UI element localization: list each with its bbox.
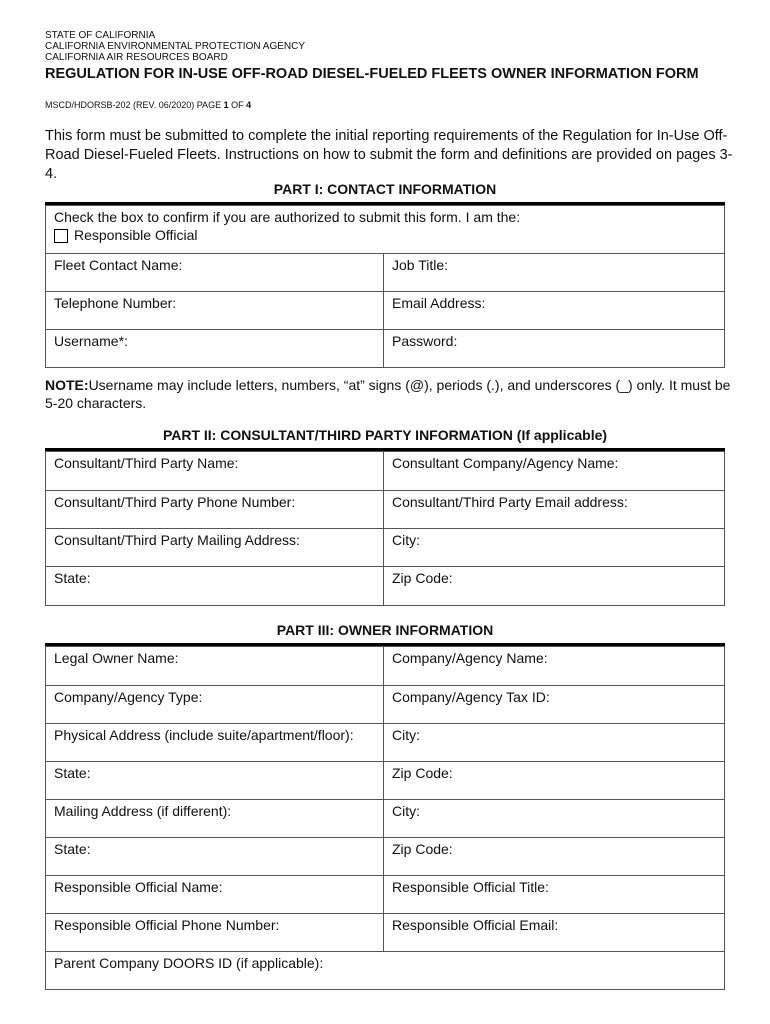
responsible-official-title-field[interactable]: Responsible Official Title: — [384, 876, 725, 914]
consultant-city-field[interactable]: City: — [384, 529, 725, 567]
confirm-cell — [46, 206, 725, 254]
table-row — [46, 838, 725, 876]
part3-title: PART III: OWNER INFORMATION — [276, 622, 494, 638]
table-row — [46, 254, 725, 292]
physical-state-field[interactable]: State: — [46, 762, 384, 800]
table-row — [46, 567, 725, 606]
company-agency-tax-id-field[interactable]: Company/Agency Tax ID: — [384, 686, 725, 724]
table-row — [46, 876, 725, 914]
mailing-address-field[interactable]: Mailing Address (if different): — [46, 800, 384, 838]
username-note — [45, 376, 735, 412]
note-label: NOTE: — [45, 377, 89, 393]
consultant-state-field[interactable]: State: — [46, 567, 384, 606]
job-title-field[interactable]: Job Title: — [384, 254, 725, 292]
responsible-official-checkbox[interactable] — [54, 229, 68, 243]
table-row — [46, 800, 725, 838]
physical-city-field[interactable]: City: — [384, 724, 725, 762]
page-of: OF — [228, 100, 247, 110]
legal-owner-name-field[interactable]: Legal Owner Name: — [46, 647, 384, 686]
mailing-city-field[interactable]: City: — [384, 800, 725, 838]
form-number-text: MSCD/HDORSB-202 (REV. 06/2020) PAGE — [45, 100, 224, 110]
responsible-official-phone-field[interactable]: Responsible Official Phone Number: — [46, 914, 384, 952]
consultant-zip-field[interactable]: Zip Code: — [384, 567, 725, 606]
company-agency-type-field[interactable]: Company/Agency Type: — [46, 686, 384, 724]
consultant-name-field[interactable]: Consultant/Third Party Name: — [46, 452, 384, 491]
agency-line-state: STATE OF CALIFORNIA — [45, 30, 156, 41]
parent-company-doors-id-field[interactable]: Parent Company DOORS ID (if applicable): — [46, 952, 725, 990]
table-row — [46, 686, 725, 724]
part2-title: PART II: CONSULTANT/THIRD PARTY INFORMATION (If applicable) — [162, 427, 608, 443]
table-row — [46, 292, 725, 330]
confirm-text: Check the box to confirm if you are authorized to submit this form. I am the: — [54, 209, 521, 225]
responsible-official-option[interactable] — [54, 227, 716, 243]
agency-line-calepa: CALIFORNIA ENVIRONMENTAL PROTECTION AGENCY — [45, 41, 306, 52]
table-row — [46, 529, 725, 567]
table-row — [46, 452, 725, 491]
company-agency-name-field[interactable]: Company/Agency Name: — [384, 647, 725, 686]
responsible-official-email-field[interactable]: Responsible Official Email: — [384, 914, 725, 952]
consultant-email-field[interactable]: Consultant/Third Party Email address: — [384, 491, 725, 529]
mailing-state-field[interactable]: State: — [46, 838, 384, 876]
note-text: Username may include letters, numbers, “at” signs (@), periods (.), and underscores (_) only. It must be 5-20 characters. — [45, 377, 731, 411]
intro-paragraph: This form must be submitted to complete the initial reporting requirements of the Regulation for In-Use Off-Road Diesel-Fueled Fleets. Instructions on how to submit the form and definitions are provided on pages 3-4. — [45, 128, 733, 182]
physical-zip-field[interactable]: Zip Code: — [384, 762, 725, 800]
part1-title: PART I: CONTACT INFORMATION — [273, 181, 497, 197]
table-row — [46, 647, 725, 686]
mailing-zip-field[interactable]: Zip Code: — [384, 838, 725, 876]
table-row — [46, 952, 725, 990]
fleet-contact-name-field[interactable]: Fleet Contact Name: — [46, 254, 384, 292]
part3-table — [45, 646, 725, 990]
table-row — [46, 762, 725, 800]
telephone-number-field[interactable]: Telephone Number: — [46, 292, 384, 330]
table-row — [46, 724, 725, 762]
consultant-phone-field[interactable]: Consultant/Third Party Phone Number: — [46, 491, 384, 529]
responsible-official-name-field[interactable]: Responsible Official Name: — [46, 876, 384, 914]
table-row — [46, 914, 725, 952]
password-field[interactable]: Password: — [384, 330, 725, 368]
responsible-official-label: Responsible Official — [74, 227, 198, 243]
page-current: 1 — [223, 100, 229, 110]
username-field[interactable]: Username*: — [46, 330, 384, 368]
table-row — [46, 491, 725, 529]
table-row — [46, 330, 725, 368]
form-title: REGULATION FOR IN-USE OFF-ROAD DIESEL-FUELED FLEETS OWNER INFORMATION FORM — [45, 66, 699, 82]
email-address-field[interactable]: Email Address: — [384, 292, 725, 330]
consultant-mailing-address-field[interactable]: Consultant/Third Party Mailing Address: — [46, 529, 384, 567]
part2-table — [45, 451, 725, 606]
part1-table — [45, 205, 725, 368]
form-number — [45, 100, 251, 110]
confirm-row — [46, 206, 725, 254]
consultant-company-field[interactable]: Consultant Company/Agency Name: — [384, 452, 725, 491]
agency-line-carb: CALIFORNIA AIR RESOURCES BOARD — [45, 52, 228, 63]
page-total: 4 — [246, 100, 252, 110]
physical-address-field[interactable]: Physical Address (include suite/apartment/floor): — [46, 724, 384, 762]
